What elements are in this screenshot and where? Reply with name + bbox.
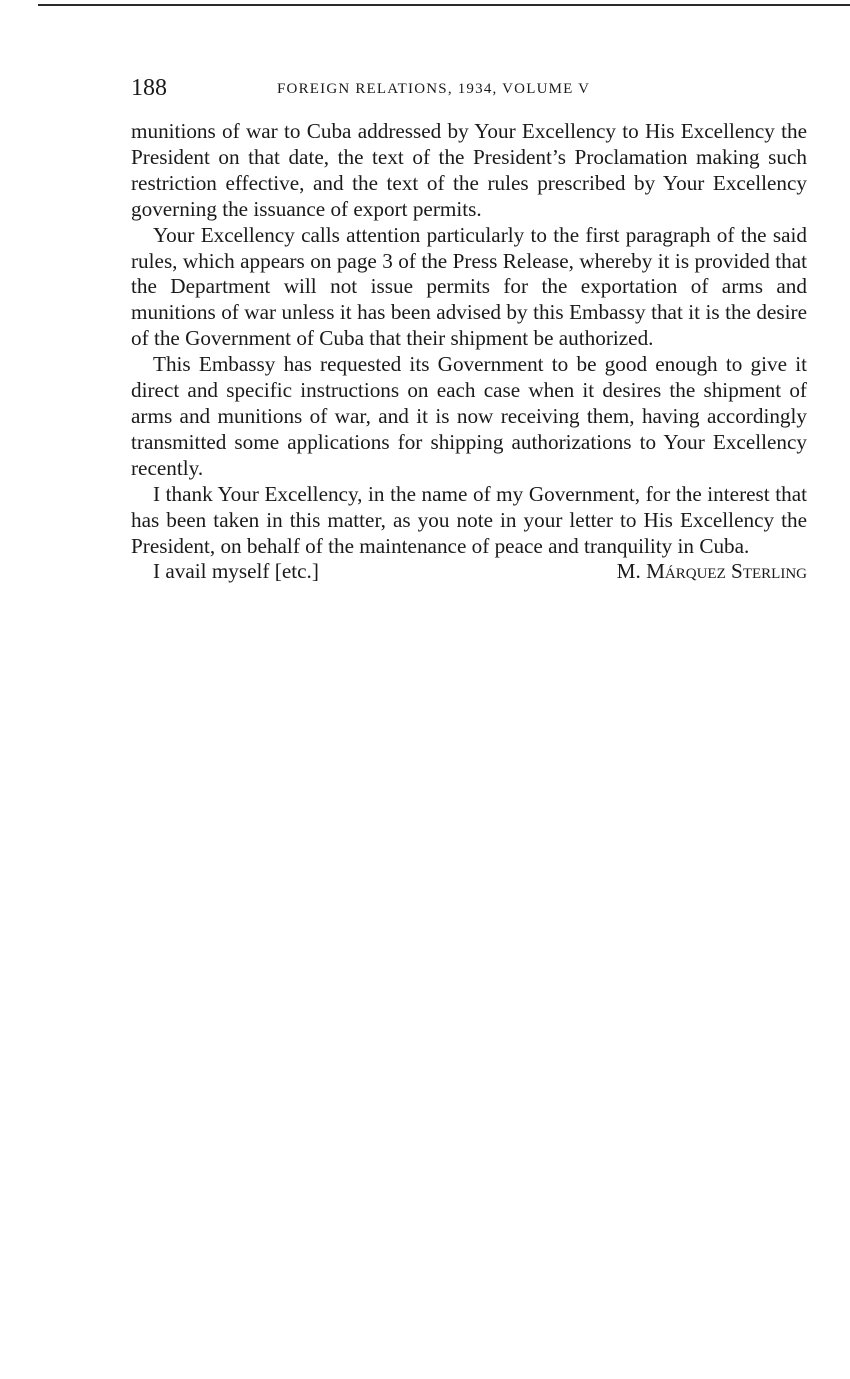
paragraph-3: This Embassy has requested its Government to be good enough to give it direct and specific instructions on each case when it desires the shipment of arms and munitions of war, and it is now receiving them, having accordingly transmitted some applications for shipping authorizations to Your Excellency recently. bbox=[131, 352, 807, 480]
paragraph-4: I thank Your Excellency, in the name of my Government, for the interest that has been taken in this matter, as you note in your letter to His Excellency the President, on behalf of the maintenance of peace and tranquility in Cuba. bbox=[131, 481, 807, 558]
running-head: FOREIGN RELATIONS, 1934, VOLUME V bbox=[277, 81, 591, 97]
page-header bbox=[131, 74, 807, 104]
top-rule bbox=[38, 4, 850, 6]
paragraph-2: Your Excellency calls attention particularly to the first paragraph of the said rules, which appears on page 3 of the Press Release, whereby it is provided that the Department will not issue permits for the exportation of arms and munitions of war unless it has been advised by this Embassy that it is the desire of the Government of Cuba that their shipment be authorized. bbox=[131, 222, 807, 351]
letter-body bbox=[131, 119, 807, 585]
page-number: 188 bbox=[131, 75, 167, 101]
closing-line bbox=[131, 559, 807, 585]
paragraph-1: munitions of war to Cuba addressed by Your Excellency to His Excellency the President on that date, the text of the President’s Proclamation making such restriction effective, and the text of the rules prescribed by Your Excellency governing the issuance of export permits. bbox=[131, 119, 807, 221]
signature: M. Márquez Sterling bbox=[616, 559, 807, 584]
complimentary-close: I avail myself [etc.] bbox=[153, 559, 319, 584]
